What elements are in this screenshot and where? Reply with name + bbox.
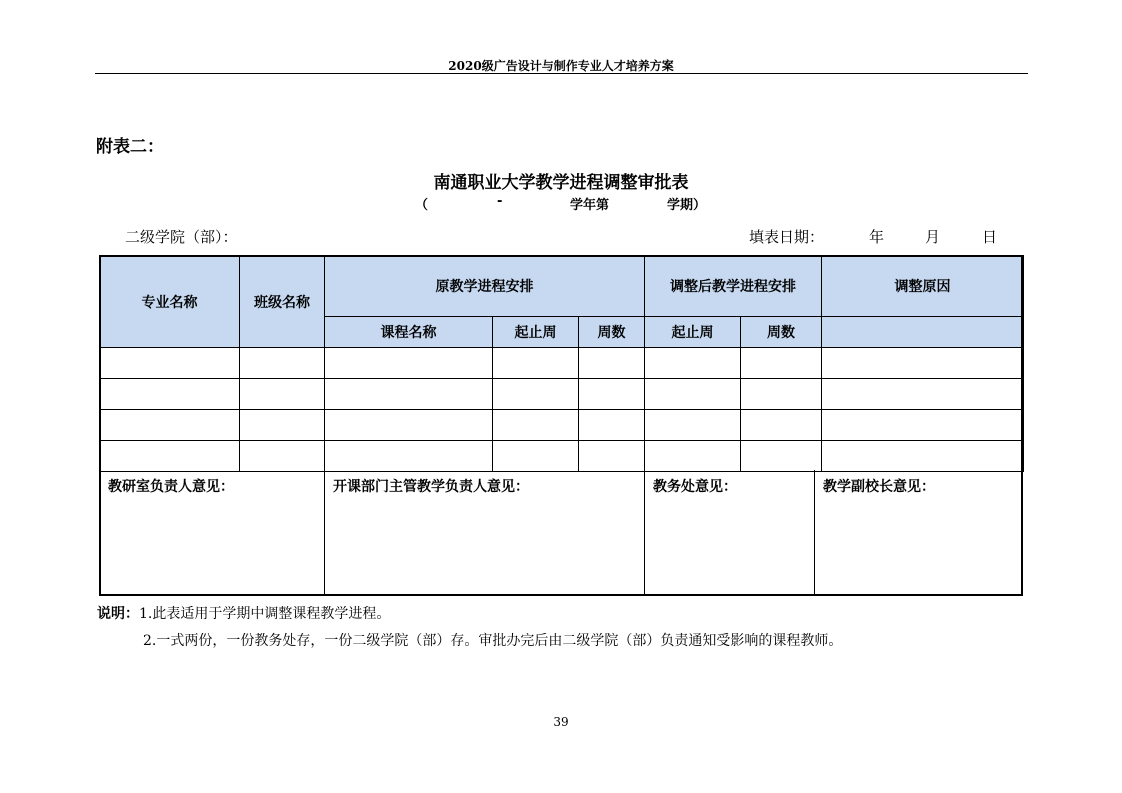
table-row <box>100 379 1024 410</box>
date-year: 年 <box>869 228 885 246</box>
header-reason: 调整原因 <box>822 256 1024 317</box>
subtitle-open-paren: （ <box>415 198 429 213</box>
table-row <box>100 441 1024 472</box>
note-item-2: 2.一式两份，一份教务处存，一份二级学院（部）存。审批办完后由二级学院（部）负责通知受影响的课程教师。 <box>143 633 843 649</box>
form-title: 南通职业大学教学进程调整审批表 <box>433 173 689 193</box>
subtitle-dash: - <box>497 194 503 209</box>
cell-weeks-after[interactable] <box>741 348 822 379</box>
cell-weeks-after[interactable] <box>741 410 822 441</box>
header-original-schedule: 原教学进程安排 <box>325 256 645 317</box>
cell-start-end[interactable] <box>493 441 579 472</box>
opinion-academic-affairs-label: 教务处意见： <box>653 479 737 495</box>
cell-weeks[interactable] <box>579 379 645 410</box>
college-label: 二级学院（部）： <box>125 228 238 246</box>
cell-reason[interactable] <box>822 348 1024 379</box>
opinion-teaching-office-label: 教研室负责人意见： <box>108 479 234 495</box>
cell-start-end-after[interactable] <box>645 410 741 441</box>
cell-class[interactable] <box>240 441 325 472</box>
cell-course[interactable] <box>325 410 493 441</box>
header-adjusted-schedule: 调整后教学进程安排 <box>645 256 822 317</box>
header-class: 班级名称 <box>240 256 325 348</box>
header-weeks-after: 周数 <box>741 317 822 348</box>
header-weeks: 周数 <box>579 317 645 348</box>
cell-start-end[interactable] <box>493 410 579 441</box>
cell-weeks[interactable] <box>579 441 645 472</box>
cell-major[interactable] <box>100 379 240 410</box>
cell-start-end[interactable] <box>493 348 579 379</box>
table-row <box>100 348 1024 379</box>
opinion-course-dept-label: 开课部门主管教学负责人意见： <box>333 479 529 495</box>
header-course-name: 课程名称 <box>325 317 493 348</box>
opinion-teaching-office[interactable] <box>99 470 324 595</box>
cell-major[interactable] <box>100 410 240 441</box>
cell-course[interactable] <box>325 379 493 410</box>
appendix-label: 附表二： <box>96 137 164 157</box>
header-major: 专业名称 <box>100 256 240 348</box>
cell-weeks-after[interactable] <box>741 441 822 472</box>
opinion-vice-president[interactable] <box>814 470 1023 595</box>
cell-weeks[interactable] <box>579 348 645 379</box>
cell-weeks-after[interactable] <box>741 379 822 410</box>
header-start-end-week-after: 起止周 <box>645 317 741 348</box>
note-item-1: 1.此表适用于学期中调整课程教学进程。 <box>139 606 391 622</box>
header-rule <box>95 73 1028 74</box>
cell-course[interactable] <box>325 441 493 472</box>
subtitle-semester: 学期） <box>667 198 707 213</box>
opinion-course-dept[interactable] <box>324 470 644 595</box>
header-start-end-week: 起止周 <box>493 317 579 348</box>
adjustment-table <box>99 255 1024 472</box>
fill-date-label: 填表日期： <box>749 228 825 246</box>
header-reason-blank <box>822 317 1024 348</box>
page-number: 39 <box>553 715 569 729</box>
note-label: 说明： <box>97 606 139 622</box>
cell-start-end[interactable] <box>493 379 579 410</box>
cell-reason[interactable] <box>822 379 1024 410</box>
date-day: 日 <box>982 228 998 246</box>
note-line-1 <box>97 603 390 623</box>
cell-weeks[interactable] <box>579 410 645 441</box>
cell-class[interactable] <box>240 348 325 379</box>
cell-reason[interactable] <box>822 410 1024 441</box>
table-row <box>100 410 1024 441</box>
cell-major[interactable] <box>100 441 240 472</box>
cell-major[interactable] <box>100 348 240 379</box>
opinion-vice-president-label: 教学副校长意见： <box>823 479 935 495</box>
opinion-academic-affairs[interactable] <box>644 470 814 595</box>
cell-start-end-after[interactable] <box>645 348 741 379</box>
subtitle-year-term: 学年第 <box>570 198 610 213</box>
date-month: 月 <box>925 228 941 246</box>
document-header-title: 2020级广告设计与制作专业人才培养方案 <box>448 59 674 73</box>
cell-course[interactable] <box>325 348 493 379</box>
cell-start-end-after[interactable] <box>645 441 741 472</box>
cell-class[interactable] <box>240 410 325 441</box>
cell-reason[interactable] <box>822 441 1024 472</box>
cell-class[interactable] <box>240 379 325 410</box>
cell-start-end-after[interactable] <box>645 379 741 410</box>
